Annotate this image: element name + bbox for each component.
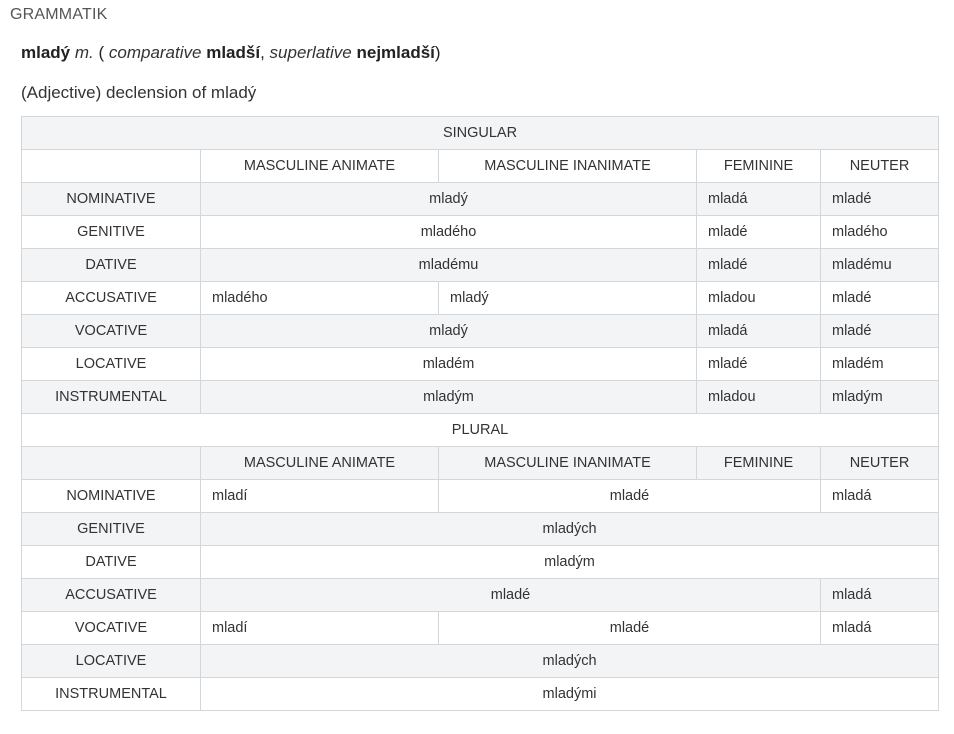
column-header: NEUTER <box>821 447 939 480</box>
form-cell: mladému <box>821 249 939 282</box>
form-cell: mladých <box>201 513 939 546</box>
form-cell: mladé <box>697 348 821 381</box>
table-row <box>22 546 939 579</box>
table-row <box>22 249 939 282</box>
singular-heading-row <box>22 117 939 150</box>
form-cell: mladým <box>201 381 697 414</box>
superlative-label: superlative <box>269 43 352 62</box>
gender-abbrev: m. <box>74 43 94 62</box>
case-label: LOCATIVE <box>22 645 201 678</box>
form-cell: mladý <box>439 282 697 315</box>
declension-subtitle: (Adjective) declension of mladý <box>21 83 257 102</box>
case-label: VOCATIVE <box>22 612 201 645</box>
case-label: ACCUSATIVE <box>22 579 201 612</box>
form-cell: mladým <box>201 546 939 579</box>
case-label: NOMINATIVE <box>22 183 201 216</box>
plural-column-header-row <box>22 447 939 480</box>
form-cell: mladá <box>697 183 821 216</box>
form-cell: mladé <box>821 282 939 315</box>
column-header: FEMININE <box>697 447 821 480</box>
empty-header-cell <box>22 447 201 480</box>
table-row <box>22 216 939 249</box>
table-row <box>22 579 939 612</box>
form-cell: mladé <box>201 579 821 612</box>
case-label: ACCUSATIVE <box>22 282 201 315</box>
column-header: FEMININE <box>697 150 821 183</box>
table-row <box>22 612 939 645</box>
form-cell: mladý <box>201 315 697 348</box>
table-row <box>22 678 939 711</box>
form-cell: mladého <box>201 216 697 249</box>
form-cell: mladým <box>821 381 939 414</box>
paren-open: ( <box>93 43 109 62</box>
case-label: LOCATIVE <box>22 348 201 381</box>
table-row <box>22 315 939 348</box>
table-row <box>22 381 939 414</box>
form-cell: mladé <box>697 249 821 282</box>
column-header: NEUTER <box>821 150 939 183</box>
column-header: MASCULINE INANIMATE <box>439 447 697 480</box>
column-header: MASCULINE INANIMATE <box>439 150 697 183</box>
form-cell: mladí <box>201 480 439 513</box>
case-label: GENITIVE <box>22 513 201 546</box>
empty-header-cell <box>22 150 201 183</box>
table-row <box>22 348 939 381</box>
form-cell: mladé <box>821 183 939 216</box>
headword-line <box>21 43 441 63</box>
form-cell: mladí <box>201 612 439 645</box>
form-cell: mladá <box>697 315 821 348</box>
section-title: GRAMMATIK <box>10 6 108 23</box>
case-label: INSTRUMENTAL <box>22 381 201 414</box>
form-cell: mladá <box>821 480 939 513</box>
form-cell: mladá <box>821 612 939 645</box>
form-cell: mladými <box>201 678 939 711</box>
case-label: NOMINATIVE <box>22 480 201 513</box>
form-cell: mladého <box>201 282 439 315</box>
table-row <box>22 513 939 546</box>
table-row <box>22 282 939 315</box>
column-header: MASCULINE ANIMATE <box>201 447 439 480</box>
headword: mladý <box>21 43 71 62</box>
form-cell: mladý <box>201 183 697 216</box>
comma: , <box>260 43 270 62</box>
case-label: DATIVE <box>22 249 201 282</box>
form-cell: mladé <box>821 315 939 348</box>
form-cell: mladých <box>201 645 939 678</box>
superlative-form: nejmladší <box>356 43 435 62</box>
form-cell: mladého <box>821 216 939 249</box>
case-label: INSTRUMENTAL <box>22 678 201 711</box>
form-cell: mladém <box>201 348 697 381</box>
case-label: GENITIVE <box>22 216 201 249</box>
form-cell: mladém <box>821 348 939 381</box>
plural-heading: PLURAL <box>22 414 939 447</box>
form-cell: mladou <box>697 381 821 414</box>
form-cell: mladé <box>439 612 821 645</box>
column-header: MASCULINE ANIMATE <box>201 150 439 183</box>
form-cell: mladé <box>439 480 821 513</box>
table-row <box>22 645 939 678</box>
comparative-form: mladší <box>206 43 261 62</box>
table-row <box>22 480 939 513</box>
singular-column-header-row <box>22 150 939 183</box>
singular-heading: SINGULAR <box>22 117 939 150</box>
paren-close: ) <box>434 43 441 62</box>
declension-table <box>21 116 939 711</box>
form-cell: mladou <box>697 282 821 315</box>
form-cell: mladá <box>821 579 939 612</box>
case-label: DATIVE <box>22 546 201 579</box>
form-cell: mladé <box>697 216 821 249</box>
case-label: VOCATIVE <box>22 315 201 348</box>
comparative-label: comparative <box>108 43 202 62</box>
form-cell: mladému <box>201 249 697 282</box>
plural-heading-row <box>22 414 939 447</box>
table-row <box>22 183 939 216</box>
